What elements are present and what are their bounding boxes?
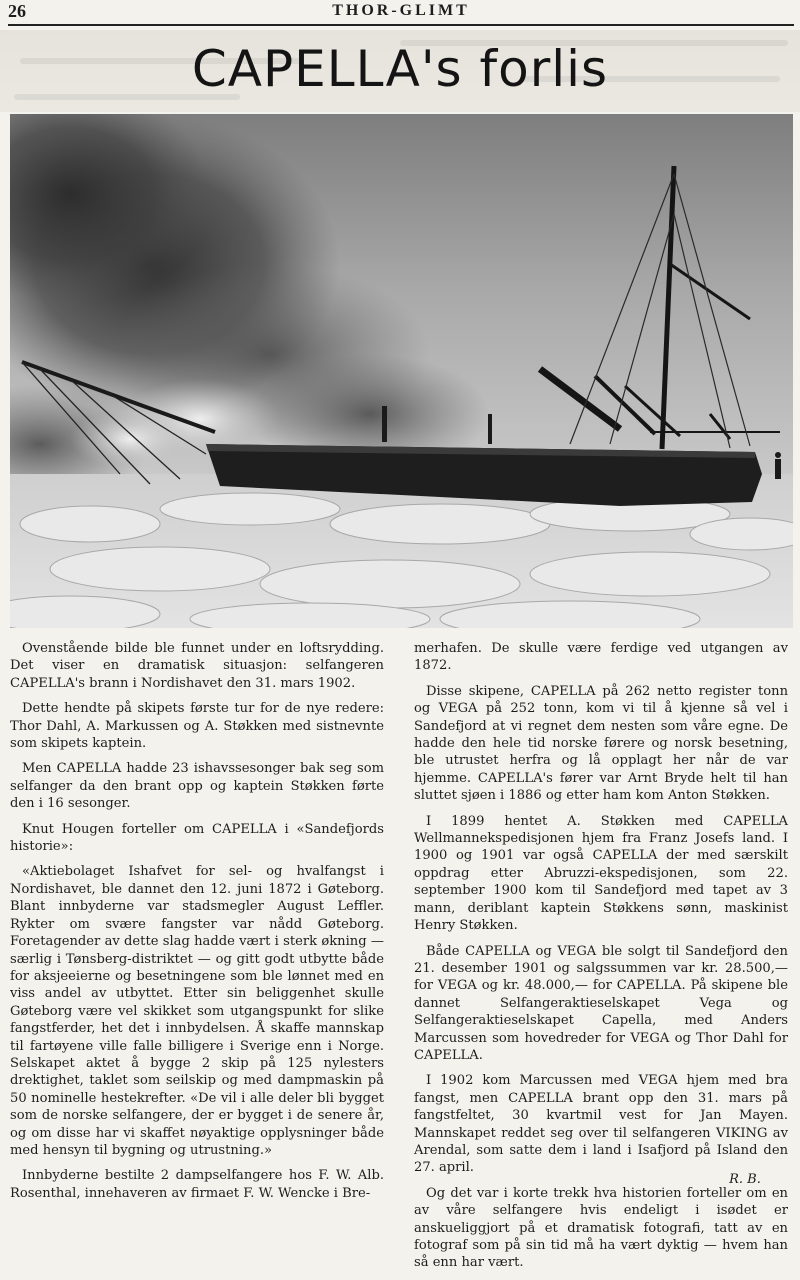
author-signature: R. B. [729,1172,761,1187]
page-header [8,0,794,26]
paragraph: Ovenstående bilde ble funnet under en loftsrydding. Det viser en dramatisk situasjon: selfangeren CAPELLA's brann i Nordishavet den 31. mars 1902. [10,641,384,691]
paragraph: Disse skipene, CAPELLA på 262 netto register tonn og VEGA på 252 tonn, kom vi til å kjenne så vel i Sandefjord at vi regnet dem nesten som våre egne. De hadde den hele tid norske førere og norsk besetning, ble utrustet herfra og lå opplagt her når de var hjemme. CAPELLA's fører var Arnt Bryde helt til han sluttet sjøen i 1886 og etter ham kom Anton Støkken. [414,683,788,804]
paragraph-continuation: merhafen. De skulle være ferdige ved utgangen av 1872. [414,641,788,674]
paragraph: I 1899 hentet A. Støkken med CAPELLA Wellmannekspedisjonen hjem fra Franz Josefs land. I 1900 og 1901 var også CAPELLA der med særskilt oppdrag etter Abruzzi-ekspedisjonen, som 22. september 1900 kom til Sandefjord med tapet av 3 mann, deriblant kaptein Støkkens sønn, maskinist Henry Støkken. [414,813,788,934]
page-number: 26 [8,1,26,21]
paragraph: I 1902 kom Marcussen med VEGA hjem med bra fangst, men CAPELLA brant opp den 31. mars på fangstfeltet, 30 kvartmil vest for Jan Mayen. Mannskapet reddet seg over til selfangeren VIKING av Arendal, som satte dem i land i Isafjord på Island den 27. april. [414,1073,788,1176]
ship-photo [10,114,793,628]
article-column-left [10,640,384,1210]
article-title: CAPELLA's forlis [191,40,609,98]
paragraph: Både CAPELLA og VEGA ble solgt til Sandefjord den 21. desember 1901 og salgssummen var kr. 28.500,— for VEGA og kr. 48.000,— for CAPELLA. På skipene ble dannet Selfangeraktieselskapet Vega og Selfangeraktieselskapet Capella, med Anders Marcussen som hovedreder for VEGA og Thor Dahl for CAPELLA. [414,943,788,1063]
paragraph: Innbyderne bestilte 2 dampselfangere hos F. W. Alb. Rosenthal, innehaveren av firmaet F. W. Wencke i Bre- [10,1168,384,1201]
paragraph: Og det var i korte trekk hva historien forteller om en av våre selfangere hvis endeligt i isødet er anskueliggjort på et dramatisk fotografi, tatt av en fotograf som på sin tid må ha vært dyktig — hvem han så enn har vært. [414,1185,788,1271]
paragraph: Dette hendte på skipets første tur for de nye redere: Thor Dahl, A. Markussen og A. Støkken med sistnevnte som skipets kaptein. [10,701,384,752]
paragraph: Knut Hougen forteller om CAPELLA i «Sandefjords historie»: [10,821,384,855]
paragraph: «Aktiebolaget Ishafvet for sel- og hvalfangst i Nordishavet, ble dannet den 12. juni 1872 i Gøteborg. Blant innbyderne var stadsmegler August Leffler. Rykter om svære fangster var nådd Gøteborg. Foretagender av dette slag hadde vært i sterk økning — særlig i Tønsberg-distriktet — og gitt godt utbytte både for aksjeeierne og besetningene som ble lønnet med en viss andel av utbyttet. Etter sin beliggenhet skulle Gøteborg være vel skikket som utgangspunkt for slike fangstferder, het det i innbydelsen. Å skaffe mannskap til fartøyene ville falle billigere i Sverige enn i Norge. Selskapet aktet å bygge 2 skip på 125 nylesters drektighet, taklet som seilskip og med dampmaskin på 50 nominelle hestekrefter. «De vil i alle deler bli bygget som de norske selfangere, der er bygget i de senere år, og om disse har vi skaffet nøyaktige opplysninger både med hensyn til bygning og utrustning.» [10,864,384,1158]
running-head: THOR-GLIMT [332,2,470,19]
burning-ship-illustration [10,114,793,628]
paragraph: Men CAPELLA hadde 23 ishavssesonger bak seg som selfanger da den brant opp og kaptein Støkken førte den i 16 sesonger. [10,761,384,812]
